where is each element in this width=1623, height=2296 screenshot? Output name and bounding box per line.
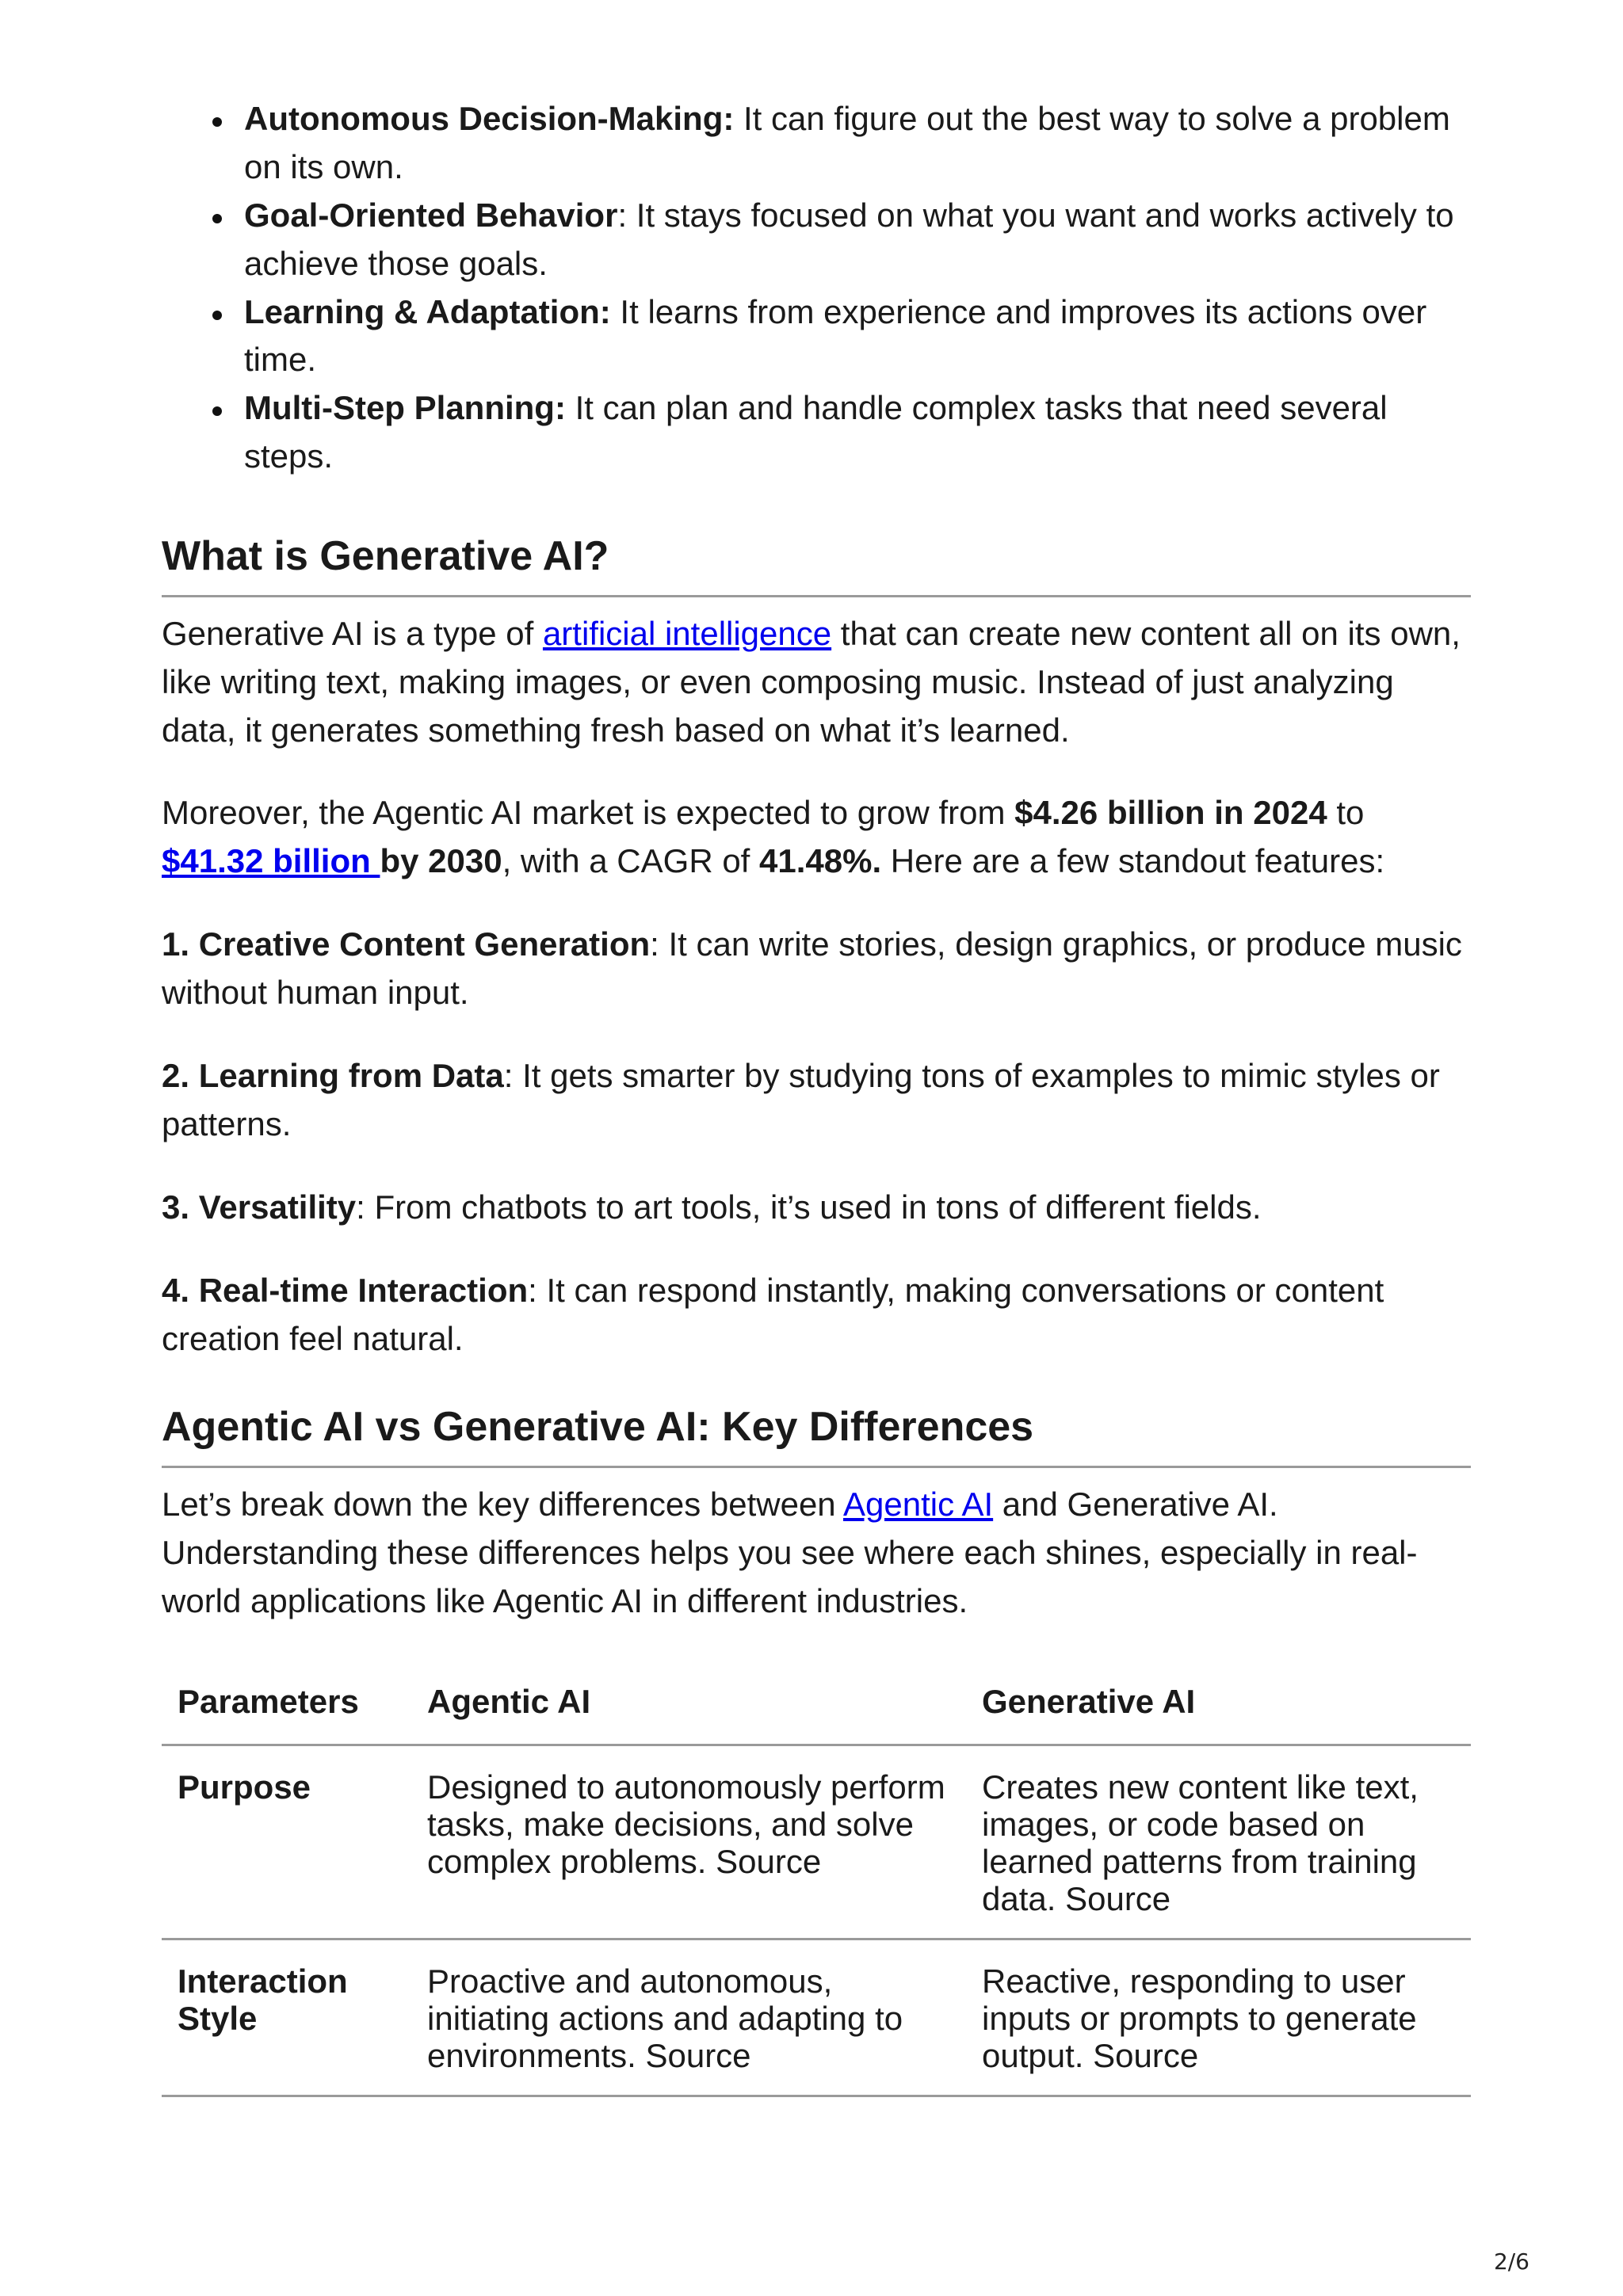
table-cell-param: Purpose xyxy=(178,1768,311,1806)
differences-intro-paragraph xyxy=(162,1481,1471,1626)
column-header-parameters: Parameters xyxy=(178,1682,359,1720)
generative-feature-2 xyxy=(162,1052,1471,1149)
feature-text: It learns from experience and improves its actions over time. xyxy=(244,292,1427,379)
page-number: 2/6 xyxy=(1493,2248,1529,2275)
comparison-table xyxy=(162,1675,1471,2097)
table-cell-agentic: Proactive and autonomous, initiating actions and adapting to environments. Source xyxy=(427,1962,903,2074)
column-header-generative: Generative AI xyxy=(982,1682,1196,1720)
text-run: that can create new content all on its own, like writing text, making images, or even composing music. Instead of just analyzing data, it generates something fresh based on what it’s learned. xyxy=(162,614,1461,749)
feature-term: 1. Creative Content Generation xyxy=(162,925,651,963)
text-run: Moreover, the Agentic AI market is expected to grow from xyxy=(162,794,1015,832)
market-year-2030: by 2030 xyxy=(380,842,502,880)
feature-term: 2. Learning from Data xyxy=(162,1056,504,1094)
text-run: Let’s break down the key differences between xyxy=(162,1486,844,1523)
list-item xyxy=(244,192,1471,288)
feature-term: Learning & Adaptation: xyxy=(244,292,611,330)
generative-intro-paragraph xyxy=(162,610,1471,755)
list-item xyxy=(244,384,1471,481)
table-cell-generative: Reactive, responding to user inputs or prompts to generate output. Source xyxy=(982,1962,1417,2074)
feature-text: It can figure out the best way to solve a problem on its own. xyxy=(244,100,1450,185)
market-value-2024: $4.26 billion in 2024 xyxy=(1014,794,1327,832)
generative-feature-3 xyxy=(162,1184,1471,1232)
feature-term: 4. Real-time Interaction xyxy=(162,1271,529,1309)
text-run: to xyxy=(1327,794,1365,832)
artificial-intelligence-link[interactable]: artificial intelligence xyxy=(542,614,832,652)
agentic-features-list xyxy=(162,95,1471,481)
feature-text: : It stays focused on what you want and works actively to achieve those goals. xyxy=(244,196,1454,282)
feature-text: : From chatbots to art tools, it’s used in tons of different fields. xyxy=(356,1188,1262,1226)
text-run: and Generative AI. Understanding these differences helps you see where each shines, especially in real-world applications like Agentic AI in different industries. xyxy=(162,1486,1418,1619)
feature-term: 3. Versatility xyxy=(162,1188,357,1226)
market-paragraph xyxy=(162,789,1471,886)
feature-term: Autonomous Decision-Making: xyxy=(244,100,735,137)
section-heading-differences: Agentic AI vs Generative AI: Key Differences xyxy=(162,1401,1471,1468)
list-item xyxy=(244,288,1471,385)
feature-text: : It gets smarter by studying tons of examples to mimic styles or patterns. xyxy=(162,1056,1440,1142)
table-header-row xyxy=(162,1675,1471,1745)
table-row xyxy=(162,1745,1471,1939)
feature-text: : It can write stories, design graphics, or produce music without human input. xyxy=(162,925,1462,1012)
column-header-agentic: Agentic AI xyxy=(427,1682,591,1720)
generative-feature-4 xyxy=(162,1267,1471,1363)
agentic-ai-link[interactable]: Agentic AI xyxy=(843,1486,994,1523)
text-run: Here are a few standout features: xyxy=(881,842,1385,880)
feature-text: : It can respond instantly, making conversations or content creation feel natural. xyxy=(162,1271,1384,1357)
table-row xyxy=(162,1939,1471,2096)
document-page xyxy=(162,95,1471,2097)
table-cell-param: Interaction Style xyxy=(178,1962,348,2037)
list-item xyxy=(244,95,1471,192)
table-cell-generative: Creates new content like text, images, or code based on learned patterns from training data. Source xyxy=(982,1768,1419,1917)
feature-text: It can plan and handle complex tasks that need several steps. xyxy=(244,389,1388,475)
feature-term: Multi-Step Planning: xyxy=(244,389,566,427)
text-run: Generative AI is a type of xyxy=(162,614,543,652)
cagr-value: 41.48%. xyxy=(759,842,882,880)
section-heading-generative: What is Generative AI? xyxy=(162,530,1471,597)
feature-term: Goal-Oriented Behavior xyxy=(244,196,618,234)
table-cell-agentic: Designed to autonomously perform tasks, make decisions, and solve complex problems. Source xyxy=(427,1768,945,1880)
text-run: , with a CAGR of xyxy=(502,842,760,880)
market-value-2030-link[interactable]: $41.32 billion xyxy=(162,842,380,880)
generative-feature-1 xyxy=(162,921,1471,1017)
